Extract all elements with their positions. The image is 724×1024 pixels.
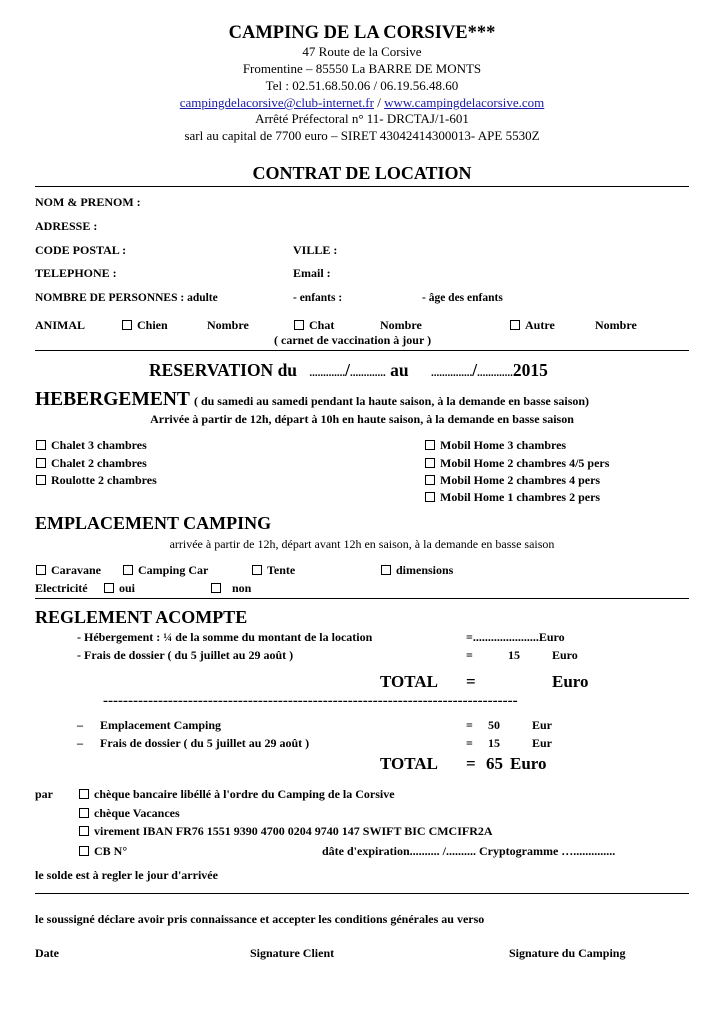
cb-option[interactable] <box>79 844 127 859</box>
frais-dossier-2-value: 15 <box>488 736 500 750</box>
checkbox[interactable] <box>36 475 46 485</box>
checkbox[interactable] <box>425 475 435 485</box>
eur-label: Eur <box>532 736 553 750</box>
chalet-3-option[interactable] <box>36 438 147 453</box>
divider <box>35 350 689 351</box>
electricite-non-option[interactable] <box>211 581 251 596</box>
telephone-label: TELEPHONE : <box>35 266 117 280</box>
emplacement-acompte-line: Emplacement Camping <box>100 718 221 732</box>
electricite-label: Electricité <box>35 581 88 595</box>
chien-label: Chien <box>137 318 168 332</box>
hebergement-arrivee: Arrivée à partir de 12h, départ à 10h en haute saison, à la demande en basse saison <box>150 412 574 426</box>
hebergement-acompte-line: - Hébergement : ¼ de la somme du montant de la location <box>77 630 373 644</box>
reservation-month-to[interactable]: ............. <box>477 367 513 379</box>
checkbox[interactable] <box>36 458 46 468</box>
checkbox[interactable] <box>425 440 435 450</box>
tente-option[interactable] <box>252 563 295 578</box>
frais-dossier-line: - Frais de dossier ( du 5 juillet au 29 août ) <box>77 648 294 662</box>
camping-car-option[interactable] <box>123 563 208 578</box>
date-label: Date <box>35 946 59 960</box>
arrete-line: Arrêté Préfectoral n° 11- DRCTAJ/1-601 <box>255 111 469 126</box>
signature-camping-label: Signature du Camping <box>509 946 626 960</box>
address-line-1: 47 Route de la Corsive <box>302 44 422 59</box>
par-label: par <box>35 787 53 801</box>
frais-dossier-value: 15 <box>508 648 520 662</box>
mobil-home-3-option[interactable] <box>425 438 566 453</box>
option-label: Mobil Home 2 chambres 4 pers <box>440 473 601 487</box>
option-label: non <box>232 581 252 595</box>
nombre-autre-label: Nombre <box>595 318 637 332</box>
telephone-line: Tel : 02.51.68.50.06 / 06.19.56.48.60 <box>265 78 459 93</box>
solde-note: le solde est à regler le jour d'arrivée <box>35 868 218 882</box>
total-label: TOTAL <box>380 672 438 691</box>
checkbox[interactable] <box>123 565 133 575</box>
address-line-2: Fromentine – 85550 La BARRE DE MONTS <box>242 61 482 76</box>
checkbox[interactable] <box>79 826 89 836</box>
total-2-equals: = <box>466 754 476 773</box>
chat-label: Chat <box>309 318 335 332</box>
option-label: oui <box>119 581 136 595</box>
cheque-bancaire-option[interactable] <box>79 787 395 802</box>
total-2-label: TOTAL <box>380 754 438 773</box>
chalet-2-option[interactable] <box>36 456 147 471</box>
emplacement-arrivee: arrivée à partir de 12h, départ avant 12h en saison, à la demande en basse saison <box>169 537 555 551</box>
option-label: Chalet 3 chambres <box>51 438 147 452</box>
roulotte-option[interactable] <box>36 473 157 488</box>
nombre-personnes-label: NOMBRE DE PERSONNES : adulte <box>35 292 218 304</box>
option-label: Camping Car <box>138 563 209 577</box>
email-label: Email : <box>293 266 331 280</box>
electricite-oui-option[interactable] <box>104 581 135 596</box>
email-link[interactable]: campingdelacorsive@club-internet.fr <box>179 95 374 110</box>
reglement-title: REGLEMENT ACOMPTE <box>35 607 248 627</box>
mobil-home-2-45-option[interactable] <box>425 456 609 471</box>
divider <box>35 598 689 599</box>
age-enfants-label: - âge des enfants <box>422 292 503 304</box>
option-label: Chalet 2 chambres <box>51 456 147 470</box>
slash: / <box>472 360 478 380</box>
option-label: Mobil Home 1 chambres 2 pers <box>440 490 601 504</box>
option-label: dimensions <box>396 563 454 577</box>
autre-checkbox[interactable] <box>510 320 520 330</box>
option-label: Tente <box>267 563 296 577</box>
option-label: Roulotte 2 chambres <box>51 473 157 487</box>
dash-bullet: – <box>77 736 83 750</box>
checkbox[interactable] <box>36 440 46 450</box>
option-label: virement IBAN FR76 1551 9390 4700 0204 9740 147 SWIFT BIC CMCIFR2A <box>94 824 493 838</box>
vaccination-note: ( carnet de vaccination à jour ) <box>274 333 432 347</box>
frais-dossier-2-line: Frais de dossier ( du 5 juillet au 29 août ) <box>100 736 310 750</box>
dimensions-option[interactable] <box>381 563 453 578</box>
divider <box>35 186 689 187</box>
reservation-month-from[interactable]: ............. <box>350 367 386 379</box>
checkbox[interactable] <box>425 458 435 468</box>
total-equals: = <box>466 672 476 691</box>
chat-checkbox[interactable] <box>294 320 304 330</box>
checkbox[interactable] <box>381 565 391 575</box>
animal-label: ANIMAL <box>35 318 85 332</box>
checkbox[interactable] <box>79 846 89 856</box>
cheque-vacances-option[interactable] <box>79 806 180 821</box>
reservation-day-to[interactable]: ............... <box>431 367 473 379</box>
reservation-year: 2015 <box>512 360 548 380</box>
option-label: Caravane <box>51 563 101 577</box>
equals-sign: = <box>466 736 473 750</box>
link-separator: / <box>373 95 385 110</box>
mobil-home-2-4-option[interactable] <box>425 473 600 488</box>
checkbox[interactable] <box>104 583 114 593</box>
nombre-chat-label: Nombre <box>380 318 422 332</box>
option-label: Mobil Home 2 chambres 4/5 pers <box>440 456 610 470</box>
chien-checkbox[interactable] <box>122 320 132 330</box>
nombre-chien-label: Nombre <box>207 318 249 332</box>
autre-label: Autre <box>525 318 555 332</box>
signature-client-label: Signature Client <box>250 946 335 960</box>
checkbox[interactable] <box>425 492 435 502</box>
hebergement-acompte-value: =......................Euro <box>466 630 565 644</box>
checkbox[interactable] <box>211 583 221 593</box>
autre-option[interactable] <box>510 318 555 333</box>
website-link[interactable]: www.campingdelacorsive.com <box>384 95 545 110</box>
option-label: Mobil Home 3 chambres <box>440 438 567 452</box>
checkbox[interactable] <box>252 565 262 575</box>
chat-option[interactable] <box>294 318 334 333</box>
nom-prenom-label: NOM & PRENOM : <box>35 195 141 209</box>
checkbox[interactable] <box>79 808 89 818</box>
checkbox[interactable] <box>36 565 46 575</box>
hebergement-title: HEBERGEMENT <box>35 389 190 410</box>
virement-option[interactable] <box>79 824 493 839</box>
au-label: au <box>390 360 409 380</box>
reservation-line <box>149 360 548 381</box>
slash: / <box>345 360 351 380</box>
total-2-euro: Euro <box>510 754 547 773</box>
sarl-line: sarl au capital de 7700 euro – SIRET 43042414300013- APE 5530Z <box>184 128 540 143</box>
total-euro: Euro <box>552 672 589 691</box>
cb-expiration-line: dâte d'expiration.......... /.......... Cryptogramme ….............. <box>322 844 616 858</box>
checkbox[interactable] <box>79 789 89 799</box>
reservation-label: RESERVATION du <box>149 360 298 380</box>
emplacement-acompte-value: 50 <box>488 718 500 732</box>
declaration-text: le soussigné déclare avoir pris connaissance et accepter les conditions générales au verso <box>35 912 485 926</box>
equals-sign: = <box>466 718 473 732</box>
equals-sign: = <box>466 648 473 662</box>
ville-label: VILLE : <box>293 243 338 257</box>
camping-title: CAMPING DE LA CORSIVE*** <box>228 23 496 43</box>
option-label: CB N° <box>94 844 128 858</box>
adresse-label: ADRESSE : <box>35 219 98 233</box>
contract-title: CONTRAT DE LOCATION <box>252 163 472 183</box>
dash-bullet: – <box>77 718 83 732</box>
dashed-separator: ----------------------------------------------------------------------------------- <box>103 693 518 709</box>
euro-label: Euro <box>552 648 578 662</box>
mobil-home-1-option[interactable] <box>425 490 600 505</box>
enfants-label: - enfants : <box>293 292 343 304</box>
chien-option[interactable] <box>122 318 168 333</box>
code-postal-label: CODE POSTAL : <box>35 243 127 257</box>
emplacement-title: EMPLACEMENT CAMPING <box>35 513 272 533</box>
total-2-value: 65 <box>486 754 503 773</box>
hebergement-note: ( du samedi au samedi pendant la haute saison, à la demande en basse saison) <box>193 394 590 408</box>
eur-label: Eur <box>532 718 553 732</box>
caravane-option[interactable] <box>36 563 101 578</box>
reservation-day-from[interactable]: ............. <box>309 367 346 379</box>
option-label: chèque bancaire libéllé à l'ordre du Camping de la Corsive <box>94 787 395 801</box>
hebergement-heading <box>35 389 589 411</box>
option-label: chèque Vacances <box>94 806 180 820</box>
contact-links <box>0 95 724 111</box>
divider <box>35 893 689 894</box>
